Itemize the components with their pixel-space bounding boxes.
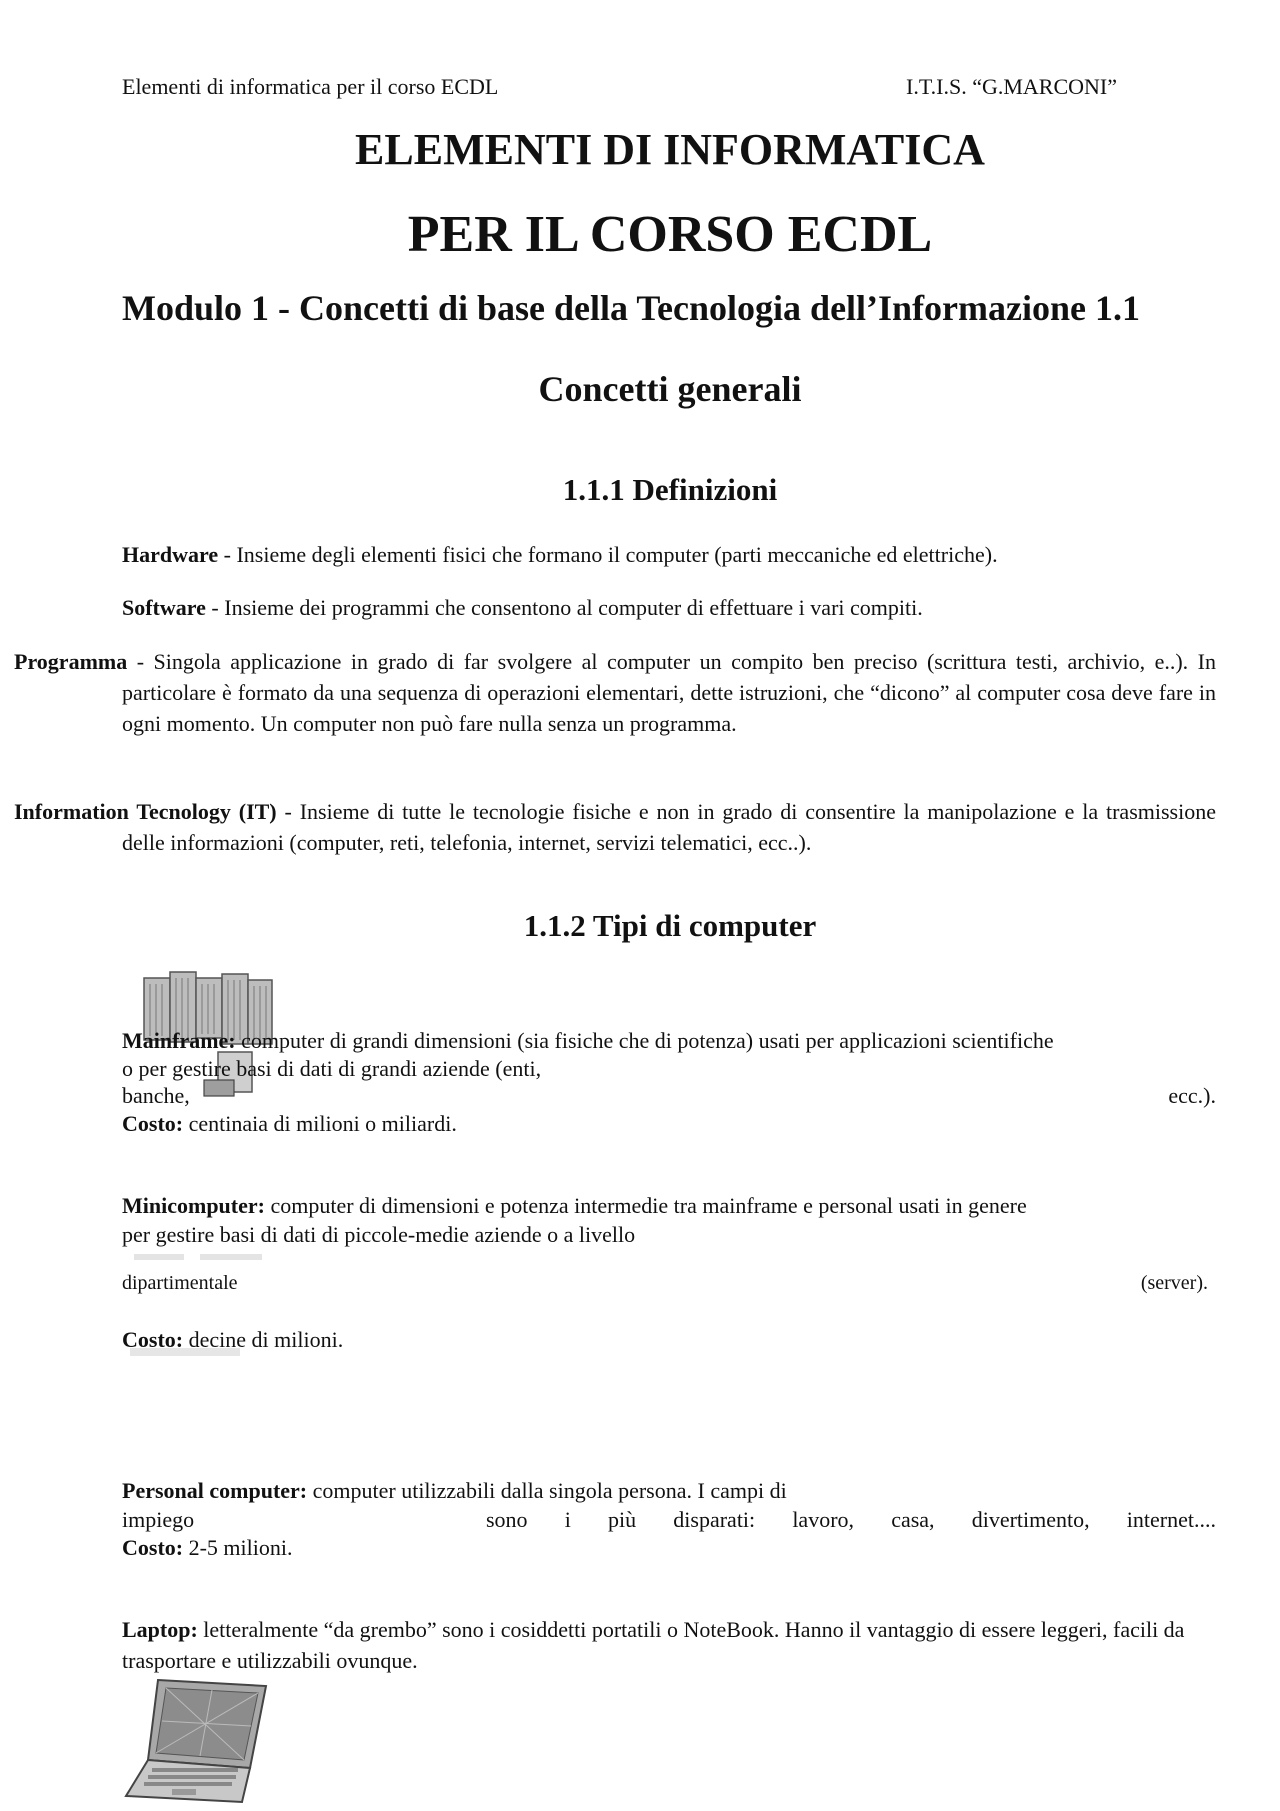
chapter-subtitle: Concetti generali xyxy=(538,369,802,409)
term-hardware: Hardware xyxy=(122,542,219,567)
mainframe-text: computer di grandi dimensioni (sia fisiche che di potenza) usati per applicazioni scientifiche xyxy=(235,1028,1054,1053)
definition-text: - Singola applicazione in grado di far svolgere al computer un compito ben preciso (scrittura testi, archivio, e..). In particolare è formato da una sequenza di operazioni elementari, dette istruzioni, che “dicono” al computer cosa deve fare in ogni momento. Un computer non può fare nulla senza un programma. xyxy=(122,649,1216,736)
definition-programma xyxy=(14,646,1216,739)
minicomputer-line-3 xyxy=(122,1272,1208,1295)
minicomputer-text: computer di dimensioni e potenza intermedie tra mainframe e personal usati in genere xyxy=(264,1193,1027,1218)
definition-text: - Insieme dei programmi che consentono al computer di effettuare i vari compiti. xyxy=(205,595,923,620)
cost-value: centinaia di milioni o miliardi. xyxy=(183,1111,457,1136)
minicomputer-text: dipartimentale xyxy=(122,1272,238,1294)
mainframe-description xyxy=(122,1025,1216,1138)
document-title-line2: PER IL CORSO ECDL xyxy=(407,206,933,263)
running-header-left: Elementi di informatica per il corso ECDL xyxy=(122,74,499,99)
term-programma: Programma xyxy=(14,649,128,674)
personal-text: sono i più disparati: lavoro, casa, divertimento, internet.... xyxy=(486,1507,1216,1532)
cost-label: Costo: xyxy=(122,1111,184,1136)
personal-line-2 xyxy=(122,1506,1216,1534)
term-laptop: Laptop: xyxy=(122,1617,198,1642)
cost-label: Costo: xyxy=(122,1327,184,1352)
cost-label: Costo: xyxy=(122,1535,184,1560)
laptop-image xyxy=(122,1676,272,1811)
module-title: Modulo 1 - Concetti di base della Tecnologia dell’Informazione 1.1 xyxy=(122,288,1141,328)
minicomputer-text: (server). xyxy=(1140,1272,1208,1294)
section-heading-tipi-computer: 1.1.2 Tipi di computer xyxy=(523,908,817,943)
mainframe-line-2: o per gestire basi di dati di grandi aziende (enti, xyxy=(122,1056,542,1081)
definition-information-technology xyxy=(14,796,1216,858)
term-information-technology: Information Tecnology (IT) xyxy=(14,799,277,824)
document-title-line1: ELEMENTI DI INFORMATICA xyxy=(355,125,985,174)
mainframe-line-3 xyxy=(122,1082,1216,1110)
personal-computer-description xyxy=(122,1476,1216,1562)
minicomputer-line-1 xyxy=(122,1190,1216,1221)
mainframe-text: ecc.). xyxy=(1168,1083,1216,1108)
personal-text: impiego xyxy=(122,1507,195,1532)
minicomputer-description xyxy=(122,1190,1216,1249)
minicomputer-cost xyxy=(122,1324,343,1355)
section-heading-definizioni: 1.1.1 Definizioni xyxy=(562,472,778,507)
mainframe-text: banche, xyxy=(122,1083,190,1108)
term-mainframe: Mainframe: xyxy=(122,1028,236,1053)
definition-text: - Insieme degli elementi fisici che formano il computer (parti meccaniche ed elettriche). xyxy=(218,542,998,567)
minicomputer-line-2: per gestire basi di dati di piccole-medie aziende o a livello xyxy=(122,1222,636,1247)
personal-line-1 xyxy=(122,1476,1216,1506)
laptop-description xyxy=(122,1614,1216,1676)
cost-value: decine di milioni. xyxy=(183,1327,344,1352)
running-header-right: I.T.I.S. “G.MARCONI” xyxy=(906,74,1118,99)
laptop-text: letteralmente “da grembo” sono i cosiddetti portatili o NoteBook. Hanno il vantaggio di essere leggeri, facili da trasportare e utilizzabili ovunque. xyxy=(122,1617,1185,1673)
cost-value: 2-5 milioni. xyxy=(183,1535,293,1560)
definition-software xyxy=(122,592,1216,623)
mainframe-line-1 xyxy=(122,1025,1216,1056)
term-minicomputer: Minicomputer: xyxy=(122,1193,265,1218)
personal-cost xyxy=(122,1534,1216,1562)
definition-text: - Insieme di tutte le tecnologie fisiche e non in grado di consentire la manipolazione e la trasmissione delle informazioni (computer, reti, telefonia, internet, servizi telematici, ecc..). xyxy=(122,799,1216,855)
term-software: Software xyxy=(122,595,206,620)
definition-hardware xyxy=(122,539,1216,570)
term-personal-computer: Personal computer: xyxy=(122,1478,308,1503)
mainframe-cost xyxy=(122,1110,1216,1138)
personal-text: computer utilizzabili dalla singola persona. I campi di xyxy=(307,1478,787,1503)
